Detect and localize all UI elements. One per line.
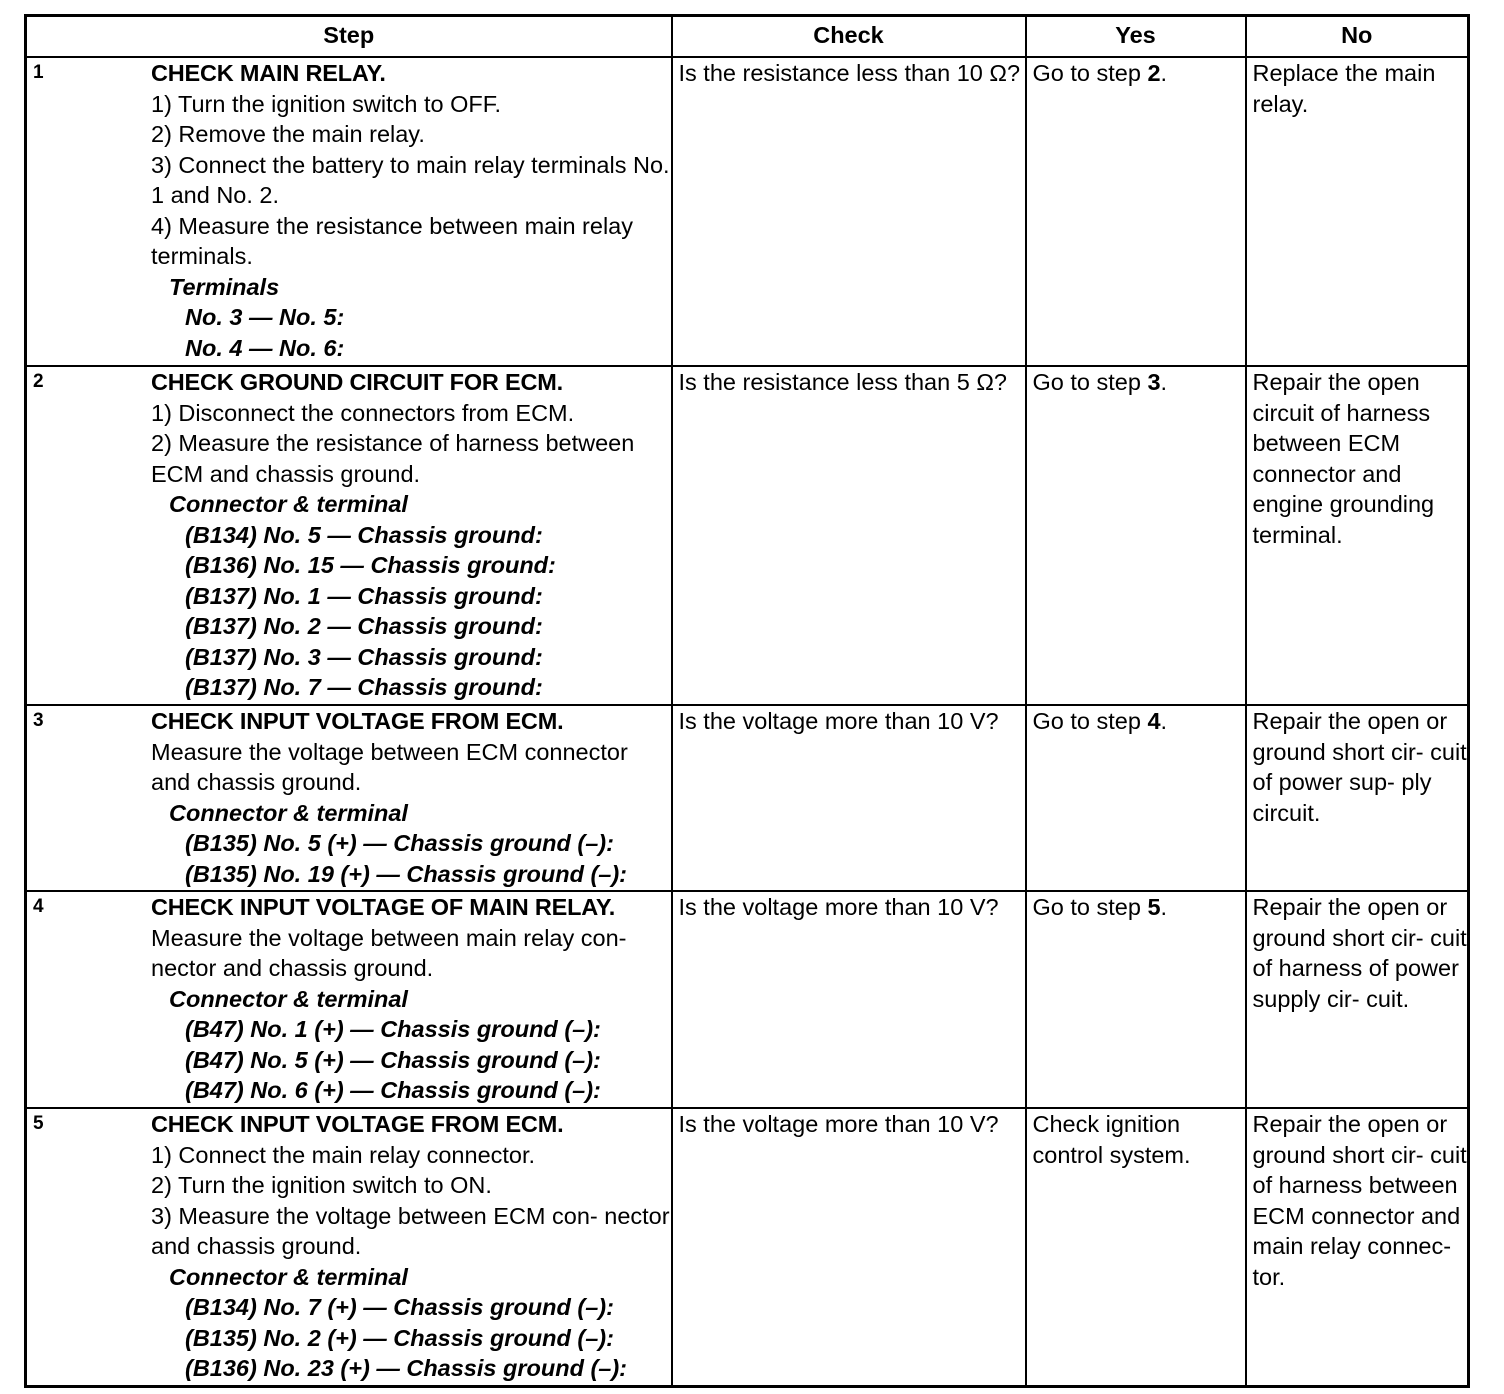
yes-step-ref: 3	[1147, 369, 1161, 395]
check-cell: Is the voltage more than 10 V?	[672, 705, 1026, 891]
step-number: 2	[33, 371, 44, 392]
step-title: CHECK INPUT VOLTAGE FROM ECM.	[151, 1111, 564, 1137]
header-row	[26, 16, 1469, 58]
yes-suffix: .	[1160, 369, 1168, 395]
table-row	[26, 57, 1469, 366]
yes-suffix: .	[1160, 60, 1168, 86]
terminal-heading: Connector & terminal	[169, 799, 408, 826]
yes-cell	[1026, 366, 1246, 705]
table-row	[26, 891, 1469, 1108]
diagnostic-procedure-table	[24, 14, 1470, 1388]
check-cell: Is the voltage more than 10 V?	[672, 891, 1026, 1108]
no-cell: Repair the open or ground short cir- cuit of harness between ECM connector and main relay connec- tor.	[1246, 1108, 1469, 1386]
step-title: CHECK INPUT VOLTAGE FROM ECM.	[151, 708, 564, 734]
yes-cell	[1026, 891, 1246, 1108]
step-cell	[26, 1108, 672, 1386]
terminal-spec: (B136) No. 15 — Chassis ground:	[185, 552, 556, 578]
step-number: 3	[33, 710, 44, 731]
terminal-spec: (B137) No. 2 — Chassis ground:	[185, 613, 543, 639]
step-instruction: Measure the voltage between main relay con- nector and chassis ground.	[151, 924, 627, 981]
terminal-spec: (B137) No. 1 — Chassis ground:	[185, 582, 543, 609]
step-cell	[26, 891, 672, 1108]
terminal-spec: (B135) No. 19 (+) — Chassis ground (–):	[185, 860, 628, 887]
yes-step-ref: 2	[1147, 60, 1161, 86]
terminal-spec: (B135) No. 2 (+) — Chassis ground (–):	[185, 1324, 614, 1351]
step-instruction: 1) Turn the ignition switch to OFF.	[151, 90, 502, 117]
yes-suffix: .	[1160, 708, 1168, 734]
check-cell: Is the voltage more than 10 V?	[672, 1108, 1026, 1386]
table-header	[26, 16, 1469, 58]
terminal-spec: (B47) No. 1 (+) — Chassis ground (–):	[185, 1016, 601, 1042]
terminal-spec: (B134) No. 5 — Chassis ground:	[185, 521, 543, 548]
step-number: 4	[33, 896, 44, 917]
terminal-spec: (B134) No. 7 (+) — Chassis ground (–):	[185, 1294, 614, 1320]
step-cell	[26, 705, 672, 891]
check-cell: Is the resistance less than 10 Ω?	[672, 57, 1026, 366]
header-check: Check	[672, 16, 1026, 58]
step-instruction: 3) Measure the voltage between ECM con- nector and chassis ground.	[151, 1202, 670, 1259]
step-instruction: 1) Connect the main relay connector.	[151, 1141, 536, 1168]
yes-step-ref: 4	[1147, 708, 1161, 734]
header-step: Step	[26, 16, 672, 58]
yes-suffix: .	[1160, 894, 1168, 920]
terminal-heading: Connector & terminal	[169, 1263, 408, 1290]
no-cell: Repair the open or ground short cir- cuit of harness of power supply cir- cuit.	[1246, 891, 1469, 1108]
step-instruction: 1) Disconnect the connectors from ECM.	[151, 399, 575, 426]
table-row	[26, 366, 1469, 705]
step-cell	[26, 366, 672, 705]
step-title: CHECK GROUND CIRCUIT FOR ECM.	[151, 369, 563, 395]
yes-text: Go to step	[1032, 60, 1148, 86]
step-instruction: 2) Turn the ignition switch to ON.	[151, 1172, 492, 1198]
step-number: 5	[33, 1113, 44, 1134]
terminal-spec: (B137) No. 7 — Chassis ground:	[185, 674, 543, 700]
no-cell: Repair the open circuit of harness between ECM connector and engine grounding terminal.	[1246, 366, 1469, 705]
yes-step-ref: 5	[1147, 894, 1161, 920]
header-yes: Yes	[1026, 16, 1246, 58]
terminal-heading: Connector & terminal	[169, 491, 408, 517]
terminal-spec: (B47) No. 5 (+) — Chassis ground (–):	[185, 1046, 601, 1073]
yes-cell	[1026, 57, 1246, 366]
table-row	[26, 705, 1469, 891]
yes-cell	[1026, 1108, 1246, 1386]
check-cell: Is the resistance less than 5 Ω?	[672, 366, 1026, 705]
step-instruction: 3) Connect the battery to main relay terminals No. 1 and No. 2.	[151, 151, 670, 208]
step-instruction: 2) Measure the resistance of harness between ECM and chassis ground.	[151, 430, 635, 487]
yes-text: Go to step	[1032, 708, 1148, 734]
step-title: CHECK INPUT VOLTAGE OF MAIN RELAY.	[151, 894, 616, 920]
terminal-spec: No. 4 — No. 6:	[185, 334, 345, 361]
step-instruction: Measure the voltage between ECM connector and chassis ground.	[151, 738, 628, 795]
step-title: CHECK MAIN RELAY.	[151, 60, 386, 86]
step-number: 1	[33, 62, 44, 83]
no-cell: Repair the open or ground short cir- cuit of power sup- ply circuit.	[1246, 705, 1469, 891]
terminal-spec: No. 3 — No. 5:	[185, 304, 345, 330]
step-cell	[26, 57, 672, 366]
yes-text: Go to step	[1032, 894, 1148, 920]
terminal-spec: (B137) No. 3 — Chassis ground:	[185, 643, 543, 670]
yes-cell	[1026, 705, 1246, 891]
table-body	[26, 57, 1469, 1386]
step-instruction: 2) Remove the main relay.	[151, 121, 425, 147]
step-instruction: 4) Measure the resistance between main relay terminals.	[151, 212, 633, 269]
table-row	[26, 1108, 1469, 1386]
no-cell: Replace the main relay.	[1246, 57, 1469, 366]
terminal-spec: (B135) No. 5 (+) — Chassis ground (–):	[185, 830, 614, 856]
yes-text: Go to step	[1032, 369, 1148, 395]
header-no: No	[1246, 16, 1469, 58]
terminal-heading: Terminals	[169, 273, 280, 300]
terminal-spec: (B47) No. 6 (+) — Chassis ground (–):	[185, 1077, 601, 1103]
terminal-spec: (B136) No. 23 (+) — Chassis ground (–):	[185, 1355, 628, 1381]
yes-text: Check ignition control system.	[1032, 1111, 1191, 1168]
terminal-heading: Connector & terminal	[169, 985, 408, 1012]
